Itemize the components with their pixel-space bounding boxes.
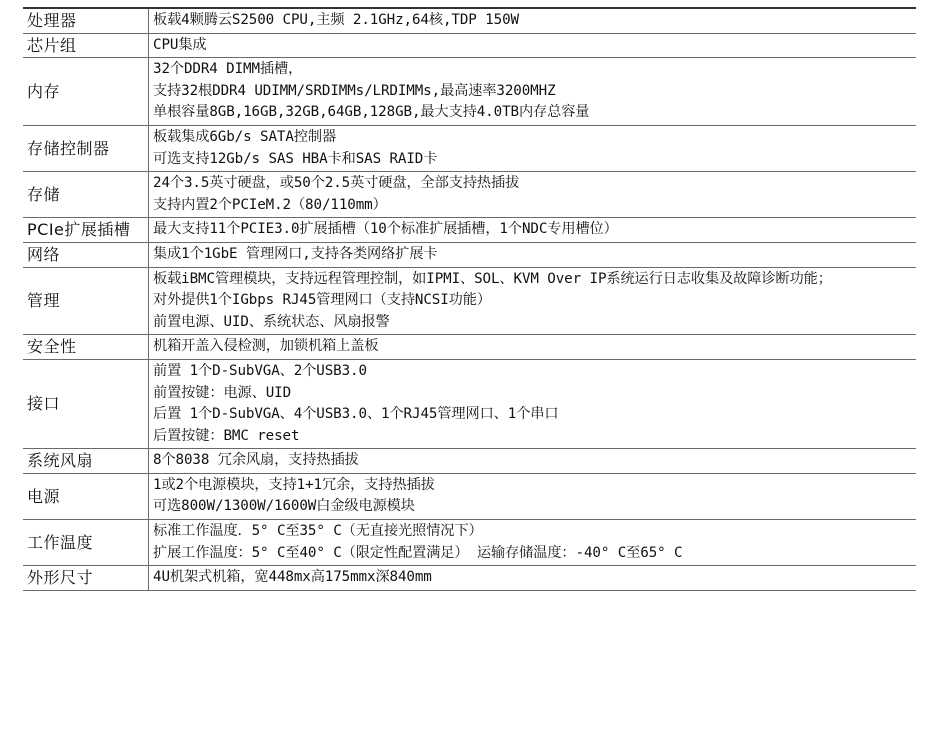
- spec-value-line: 支持32根DDR4 UDIMM/SRDIMMs/LRDIMMs,最高速率3200MHZ: [153, 82, 556, 99]
- spec-value: [149, 359, 917, 448]
- spec-value: [149, 520, 917, 566]
- spec-label: 存储: [23, 172, 149, 218]
- spec-value-line: 扩展工作温度：5° C至40° C（限定性配置满足） 运输存储温度：-40° C至65° C: [153, 544, 683, 561]
- spec-label: 接口: [23, 359, 149, 448]
- spec-value-line: 前置电源、UID、系统状态、风扇报警: [153, 313, 390, 330]
- table-row: [23, 520, 916, 566]
- spec-value-line: 前置按键：电源、UID: [153, 384, 292, 401]
- spec-value-line: 单根容量8GB,16GB,32GB,64GB,128GB,最大支持4.0TB内存总容量: [153, 104, 590, 121]
- table-row: [23, 335, 916, 360]
- spec-value-line: 支持内置2个PCIeM.2（80/110mm）: [153, 196, 387, 213]
- spec-label: 芯片组: [23, 33, 149, 58]
- spec-value-line: 对外提供1个IGbps RJ45管理网口（支持NCSI功能）: [153, 292, 491, 309]
- spec-value: [149, 473, 917, 519]
- spec-value-line: 4U机架式机箱，宽448mx高175mmx深840mm: [153, 569, 432, 586]
- spec-value-line: 24个3.5英寸硬盘，或50个2.5英寸硬盘，全部支持热插拔: [153, 175, 520, 192]
- spec-value-line: 1或2个电源模块，支持1+1冗余，支持热插拔: [153, 476, 435, 493]
- spec-value-line: 后置按键：BMC reset: [153, 427, 300, 444]
- spec-label: 工作温度: [23, 520, 149, 566]
- spec-label: 管理: [23, 267, 149, 335]
- spec-value-line: 前置 1个D-SubVGA、2个USB3.0: [153, 362, 367, 379]
- spec-label: 存储控制器: [23, 125, 149, 171]
- spec-value-line: 板载4颗腾云S2500 CPU,主频 2.1GHz,64核,TDP 150W: [153, 12, 519, 28]
- spec-value-line: 集成1个1GbE 管理网口,支持各类网络扩展卡: [153, 245, 438, 262]
- spec-label: 电源: [23, 473, 149, 519]
- spec-value-line: 最大支持11个PCIE3.0扩展插槽（10个标准扩展插槽，1个NDC专用槽位）: [153, 221, 618, 238]
- table-row: [23, 566, 916, 591]
- table-row: [23, 242, 916, 267]
- spec-value-line: 标准工作温度．5° C至35° C（无直接光照情况下）: [153, 523, 483, 540]
- table-row: [23, 33, 916, 58]
- table-row: [23, 359, 916, 448]
- table-row: [23, 125, 916, 171]
- table-row: [23, 218, 916, 243]
- table-row: [23, 267, 916, 335]
- spec-label: 处理器: [23, 8, 149, 33]
- table-row: [23, 473, 916, 519]
- table-row: [23, 58, 916, 126]
- spec-table: [23, 7, 916, 591]
- spec-value-line: 8个8038 冗余风扇，支持热插拔: [153, 452, 359, 469]
- spec-value: [149, 33, 917, 58]
- spec-table-body: [23, 8, 916, 590]
- spec-value-line: 后置 1个D-SubVGA、4个USB3.0、1个RJ45管理网口、1个串口: [153, 406, 559, 423]
- spec-value: [149, 267, 917, 335]
- spec-label: 系统风扇: [23, 449, 149, 474]
- spec-label: PCIe扩展插槽: [23, 218, 149, 243]
- spec-label: 安全性: [23, 335, 149, 360]
- spec-value-line: 机箱开盖入侵检测，加锁机箱上盖板: [153, 338, 379, 355]
- spec-value-line: 板载集成6Gb/s SATA控制器: [153, 128, 337, 145]
- spec-value-line: CPU集成: [153, 36, 207, 53]
- spec-value-line: 32个DDR4 DIMM插槽，: [153, 61, 303, 78]
- spec-value: [149, 449, 917, 474]
- spec-value: [149, 172, 917, 218]
- spec-value: [149, 566, 917, 591]
- spec-value: [149, 125, 917, 171]
- spec-value: [149, 8, 917, 33]
- table-row: [23, 449, 916, 474]
- spec-value-line: 可选支持12Gb/s SAS HBA卡和SAS RAID卡: [153, 150, 438, 167]
- spec-value: [149, 242, 917, 267]
- table-row: [23, 172, 916, 218]
- spec-label: 网络: [23, 242, 149, 267]
- spec-label: 外形尺寸: [23, 566, 149, 591]
- spec-value: [149, 218, 917, 243]
- spec-value-line: 可选800W/1300W/1600W白金级电源模块: [153, 498, 415, 515]
- table-row: [23, 8, 916, 33]
- spec-value: [149, 58, 917, 126]
- spec-label: 内存: [23, 58, 149, 126]
- spec-value-line: 板载iBMC管理模块，支持远程管理控制，如IPMI、SOL、KVM Over IP系统运行日志收集及故障诊断功能；: [153, 270, 832, 287]
- spec-value: [149, 335, 917, 360]
